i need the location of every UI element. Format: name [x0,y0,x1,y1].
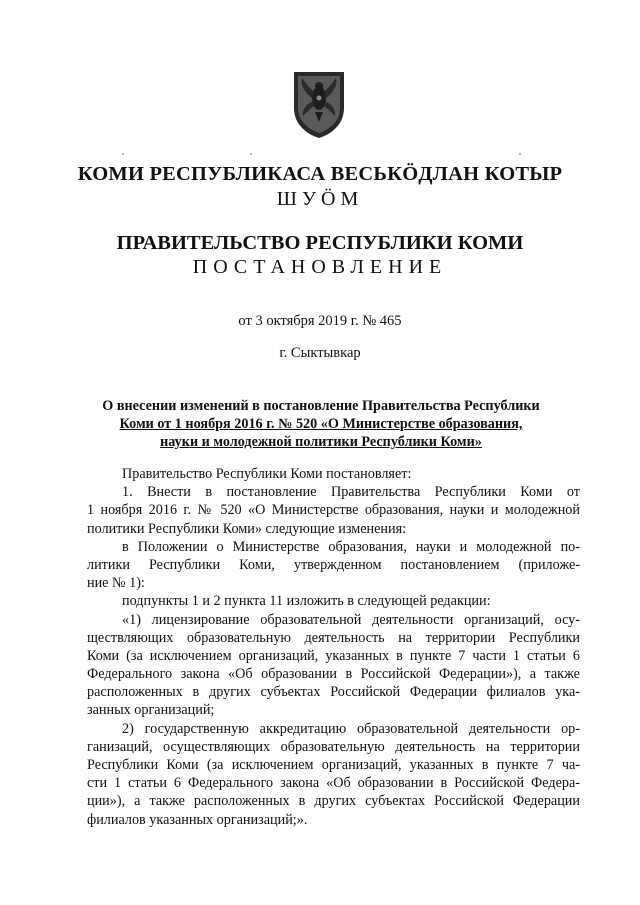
body-line: Коми (за исключением организаций, указанных в пункте 7 части 1 статьи 6 [87,647,580,664]
heading-line-text: науки и молодежной политики Республики Коми» [160,434,482,450]
body-line: политики Республики Коми» следующие изменения: [87,520,407,537]
heading-line: О внесении изменений в постановление Правительства Республики [102,398,540,414]
body-line: литики Республики Коми, утвержденном постановлением (приложе- [87,556,580,573]
body-line: «1) лицензирование образовательной деятельности организаций, осу- [122,611,580,628]
scan-speck [122,153,124,155]
document-body [87,465,580,829]
heading-line [90,415,552,433]
body-line: Федерального закона «Об образовании в Российской Федерации»), а также [87,666,580,683]
scan-speck [519,153,521,155]
body-line: ние № 1): [87,575,145,592]
body-line: расположенных в других субъектах Российской Федерации филиалов ука- [87,684,580,701]
document-heading [90,397,552,451]
body-line: в Положении о Министерстве образования, науки и молодежной по- [122,538,580,555]
body-line: 1 ноября 2016 г. № 520 «О Министерстве образования, науки и молодежной [87,502,580,519]
body-line: Правительство Республики Коми постановляет: [122,466,412,482]
komi-subtitle: ШУÖМ [276,188,364,210]
body-line: филиалов указанных организаций;». [87,811,308,828]
body-line: ганизаций, осуществляющих образовательную деятельность на территории [87,738,580,755]
komi-title: КОМИ РЕСПУБЛИКАСА ВЕСЬКÖДЛАН КОТЫР [77,163,563,185]
body-line: занных организаций; [87,702,215,719]
body-line: Республики Коми (за исключением организаций, указанных в пункте 7 ча- [87,757,580,773]
government-title: ПРАВИТЕЛЬСТВО РЕСПУБЛИКИ КОМИ [116,232,524,254]
body-line: ции»), а также расположенных в других субъектах Российской Федерации [87,793,580,810]
body-line: 1. Внести в постановление Правительства Республики Коми от [122,484,580,501]
document-date-number: от 3 октября 2019 г. № 465 [238,313,402,329]
document-city: г. Сыктывкар [279,345,361,361]
heading-line-text: Коми от 1 ноября 2016 г. № 520 «О Министерстве образования, [119,416,523,432]
document-type: ПОСТАНОВЛЕНИЕ [192,256,448,278]
body-line: 2) государственную аккредитацию образовательной деятельности ор- [122,720,580,737]
scan-speck [250,153,252,155]
komi-coat-of-arms-icon [290,68,348,140]
body-line: сти 1 статьи 6 Федерального закона «Об образовании в Российской Федера- [87,775,580,792]
heading-line [90,433,552,451]
body-line: ществляющих образовательную деятельность на территории Республики [87,629,580,646]
body-line: подпункты 1 и 2 пункта 11 изложить в следующей редакции: [122,593,491,610]
